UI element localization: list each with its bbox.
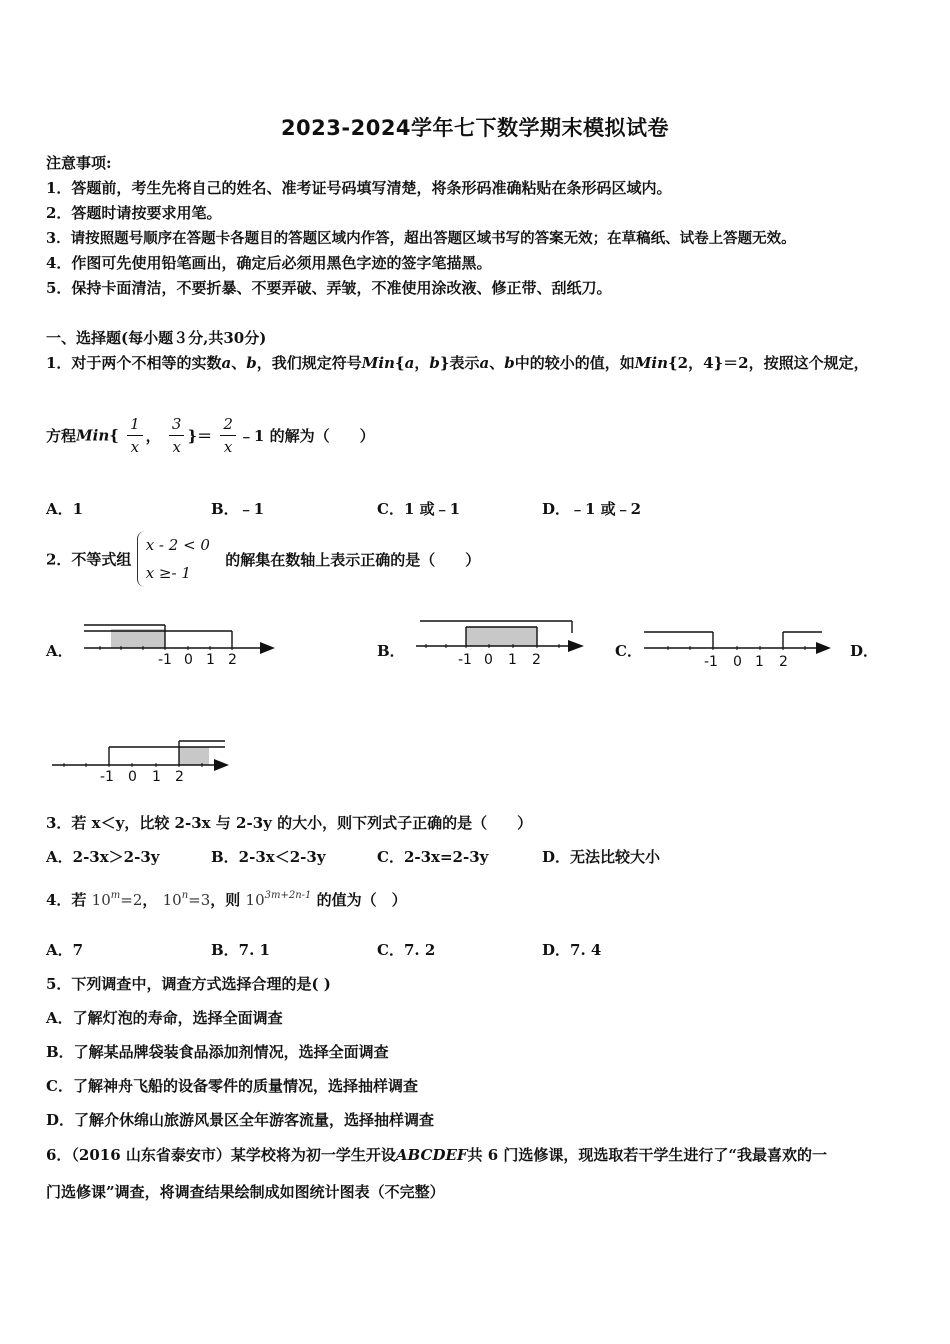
q1-option-b[interactable]: B．﹣1 xyxy=(211,500,265,518)
q1-option-a[interactable]: A．1 xyxy=(46,500,84,518)
notice-item: 5．保持卡面清洁，不要折暴、不要弄破、弄皱，不准使用涂改液、修正带、刮纸刀。 xyxy=(46,279,612,297)
notice-item: 4．作图可先使用铅笔画出，确定后必须用黑色字迹的签字笔描黑。 xyxy=(46,254,492,272)
tick-label: 2 xyxy=(779,654,788,670)
shaded-region xyxy=(111,629,165,648)
number-line-c xyxy=(640,622,840,672)
q3-option-d[interactable]: D．无法比较大小 xyxy=(542,848,661,866)
q1-option-c[interactable]: C．1 或﹣1 xyxy=(377,500,461,518)
fraction-1-over-x: $\frac{1}{x}$ xyxy=(127,415,143,456)
tick-label: 2 xyxy=(532,652,541,668)
tick-label: 1 xyxy=(206,652,215,668)
notice-item: 3．请按照题号顺序在答题卡各题目的答题区域内作答，超出答题区域书写的答案无效；在草稿纸、试卷上答题无效。 xyxy=(46,230,796,247)
q1-option-d[interactable]: D．﹣1 或﹣2 xyxy=(542,500,642,518)
q5-option-d[interactable]: D．了解介休绵山旅游风景区全年游客流量，选择抽样调查 xyxy=(46,1111,435,1129)
number-line-a xyxy=(80,620,280,670)
tick-label: 0 xyxy=(128,769,137,784)
q2-option-d[interactable]: D． xyxy=(850,642,879,660)
question-2-stem: 2．不等式组 x - 2 < 0 x ≥- 1 的解集在数轴上表示正确的是（ ） xyxy=(46,531,480,587)
section-heading: 一、选择题(每小题３分,共30分) xyxy=(46,329,267,347)
q3-option-b[interactable]: B．2-3x＜2-3y xyxy=(211,848,326,866)
q2-option-c[interactable]: C． xyxy=(615,642,642,660)
question-3-stem: 3．若 x＜y，比较 2-3x 与 2-3y 的大小，则下列式子正确的是（ ） xyxy=(46,814,533,832)
arrow-icon xyxy=(214,759,229,771)
fraction-2-over-x: $\frac{2}{x}$ xyxy=(220,415,236,456)
shaded-region xyxy=(466,627,537,646)
tick-label: 0 xyxy=(184,652,193,668)
q2-option-b[interactable]: B． xyxy=(377,642,405,660)
arrow-icon xyxy=(568,640,584,652)
q5-option-a[interactable]: A．了解灯泡的寿命，选择全面调查 xyxy=(46,1009,283,1027)
number-line-d xyxy=(48,736,238,784)
tick-label: -1 xyxy=(100,769,114,784)
q2-option-a[interactable]: A． xyxy=(46,642,73,660)
tick-label: 0 xyxy=(484,652,493,668)
page-title: 2023-2024学年七下数学期末模拟试卷 xyxy=(280,116,670,140)
power-10-m: $10^m=2$ xyxy=(91,890,143,909)
shaded-region xyxy=(179,747,209,765)
tick-label: 1 xyxy=(508,652,517,668)
number-line-b xyxy=(412,613,592,669)
question-4-stem: 4．若 $10^m=2$， $10^n=3$，则 $10^{3m+2n-1}$ 的值为（ ） xyxy=(46,890,407,909)
q4-option-b[interactable]: B．7. 1 xyxy=(211,941,270,959)
arrow-icon xyxy=(260,642,275,654)
question-6-stem-line2: 门选修课”调查，将调查结果绘制成如图统计图表（不完整） xyxy=(46,1183,445,1201)
tick-label: -1 xyxy=(158,652,172,668)
q4-option-c[interactable]: C．7. 2 xyxy=(377,941,436,959)
tick-label: -1 xyxy=(458,652,472,668)
q4-option-a[interactable]: A．7 xyxy=(46,941,84,959)
question-1-stem: 1．对于两个不相等的实数a、b，我们规定符号Min{a，b}表示a、b中的较小的值，如Min{2，4}＝2，按照这个规定， xyxy=(46,354,869,372)
power-10-expr: $10^{3m+2n-1}$ xyxy=(245,890,312,909)
q5-option-b[interactable]: B．了解某品牌袋装食品添加剂情况，选择全面调查 xyxy=(46,1043,389,1061)
tick-label: 1 xyxy=(152,769,161,784)
tick-label: -1 xyxy=(704,654,718,670)
q5-option-c[interactable]: C．了解神舟飞船的设备零件的质量情况，选择抽样调查 xyxy=(46,1077,418,1095)
notice-item: 1．答题前，考生先将自己的姓名、准考证号码填写清楚，将条形码准确粘贴在条形码区域内。 xyxy=(46,179,672,197)
tick-label: 2 xyxy=(175,769,184,784)
question-5-stem: 5．下列调查中，调查方式选择合理的是( ) xyxy=(46,975,331,993)
question-6-stem-line1: 6．（2016 山东省泰安市）某学校将为初一学生开设ABCDEF共 6 门选修课，现选取若干学生进行了“我最喜欢的一 xyxy=(46,1146,828,1164)
power-10-n: $10^n=3$ xyxy=(162,890,211,909)
tick-label: 0 xyxy=(733,654,742,670)
q4-option-d[interactable]: D．7. 4 xyxy=(542,941,602,959)
question-1-equation: 方程Min{ $\frac{1}{x}$ ， $\frac{3}{x}$ }＝ $\frac{2}{x}$ ﹣1 的解为（ ） xyxy=(46,415,375,456)
notice-heading: 注意事项: xyxy=(46,154,112,172)
arrow-icon xyxy=(816,642,831,654)
q3-option-c[interactable]: C．2-3x=2-3y xyxy=(377,848,489,866)
q3-option-a[interactable]: A．2-3x＞2-3y xyxy=(46,848,160,866)
tick-label: 2 xyxy=(228,652,237,668)
tick-label: 1 xyxy=(755,654,764,670)
fraction-3-over-x: $\frac{3}{x}$ xyxy=(169,415,185,456)
inequality-system: x - 2 < 0 x ≥- 1 xyxy=(137,531,210,587)
notice-item: 2．答题时请按要求用笔。 xyxy=(46,204,222,222)
